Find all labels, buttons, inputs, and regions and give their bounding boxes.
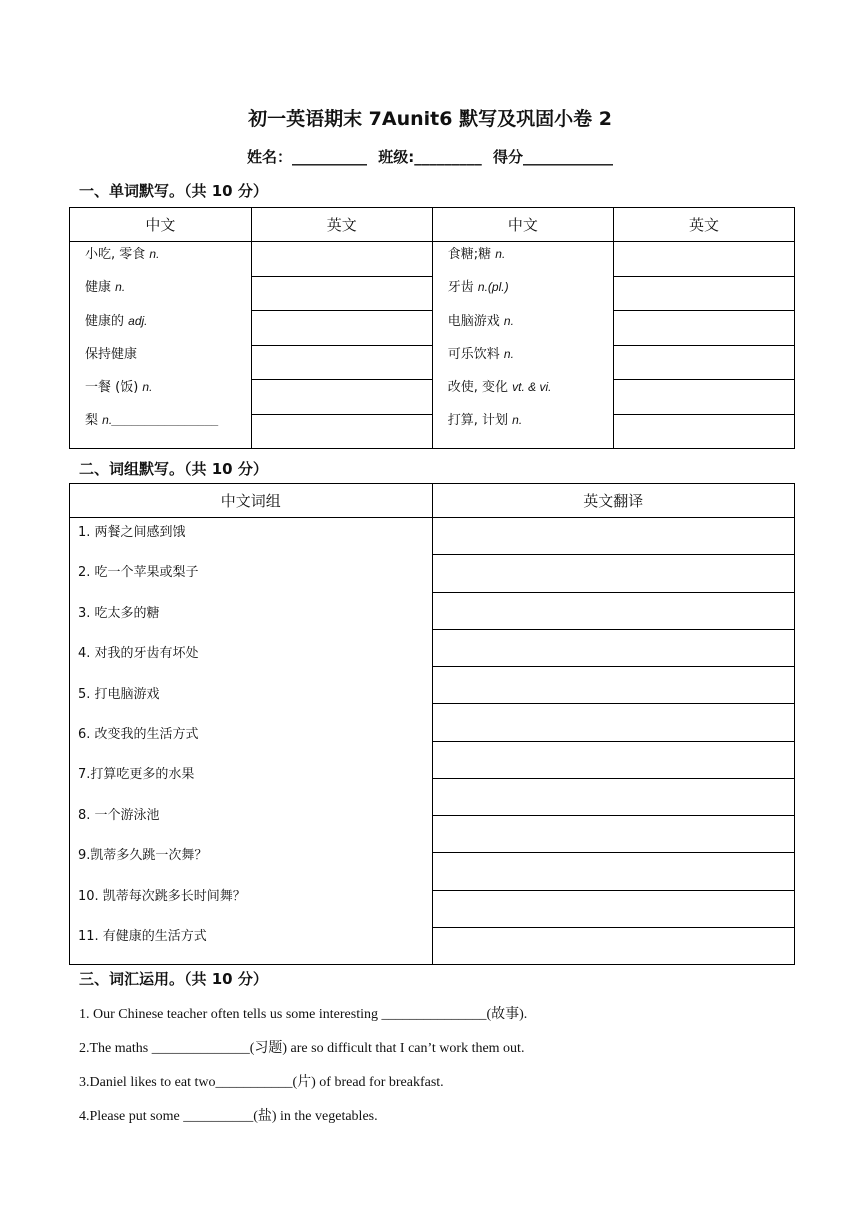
phrase-item: 2. 吃一个苹果或梨子 <box>78 565 199 581</box>
question-4: 4.Please put some __________(盐) in the vegetables. <box>79 1109 378 1124</box>
section1-heading: 一、单词默写。（共 10 分） <box>79 182 268 200</box>
class-field[interactable]: 班级:_________ <box>378 148 482 166</box>
answer-cell[interactable] <box>613 414 794 449</box>
answer-cell[interactable] <box>613 345 794 380</box>
answer-cell[interactable] <box>251 345 432 380</box>
answer-cell[interactable] <box>432 853 795 890</box>
student-info <box>0 146 860 167</box>
answer-cell[interactable] <box>432 667 795 704</box>
answer-cell[interactable] <box>432 555 795 592</box>
answer-cell[interactable] <box>251 242 432 277</box>
word-item: 打算, 计划 n. <box>447 413 523 429</box>
word-list-left <box>70 242 252 449</box>
page-title: 初一英语期末 7Aunit6 默写及巩固小卷 2 <box>248 108 612 130</box>
word-table-header: 中文 <box>432 208 613 242</box>
answer-cell[interactable] <box>432 629 795 666</box>
phrase-item: 5. 打电脑游戏 <box>78 686 160 702</box>
answer-cell[interactable] <box>432 518 795 555</box>
answer-cell[interactable] <box>432 816 795 853</box>
phrase-item: 3. 吃太多的糖 <box>78 605 160 621</box>
word-item: 健康的 adj. <box>85 313 148 329</box>
answer-cell[interactable] <box>432 890 795 927</box>
answer-cell[interactable] <box>432 927 795 964</box>
answer-cell[interactable] <box>251 380 432 415</box>
answer-cell[interactable] <box>432 741 795 778</box>
score-field[interactable]: 得分____________ <box>492 148 613 166</box>
word-item: 梨 n.________________ <box>85 413 219 429</box>
word-table <box>69 207 795 449</box>
word-table-header: 英文 <box>613 208 794 242</box>
phrase-table-header: 中文词组 <box>70 484 433 518</box>
word-table-header: 中文 <box>70 208 252 242</box>
answer-cell[interactable] <box>251 276 432 311</box>
phrase-item: 1. 两餐之间感到饿 <box>78 525 186 540</box>
phrase-item: 6. 改变我的生活方式 <box>78 726 199 742</box>
phrase-item: 7.打算吃更多的水果 <box>78 767 195 783</box>
phrase-item: 8. 一个游泳池 <box>78 807 160 823</box>
word-item: 可乐饮料 n. <box>447 346 514 362</box>
word-item: 牙齿 n.(pl.) <box>447 280 509 296</box>
phrase-item: 11. 有健康的生活方式 <box>78 928 207 944</box>
answer-cell[interactable] <box>432 778 795 815</box>
answer-cell[interactable] <box>432 704 795 741</box>
word-item: 小吃, 零食 n. <box>85 247 160 262</box>
phrase-table <box>69 483 795 965</box>
question-3: 3.Daniel likes to eat two___________(片) of bread for breakfast. <box>79 1075 444 1090</box>
answer-cell[interactable] <box>432 592 795 629</box>
section2-heading: 二、词组默写。（共 10 分） <box>79 460 268 478</box>
name-field[interactable]: 姓名：__________ <box>247 148 368 166</box>
answer-cell[interactable] <box>251 311 432 346</box>
question-1: 1. Our Chinese teacher often tells us some interesting _______________(故事). <box>79 1007 528 1022</box>
word-item: 一餐 (饭) n. <box>85 380 153 396</box>
word-item: 食糖;糖 n. <box>447 247 506 262</box>
phrase-item: 10. 凯蒂每次跳多长时间舞？ <box>78 888 246 904</box>
word-item: 电脑游戏 n. <box>447 313 514 329</box>
answer-cell[interactable] <box>613 242 794 277</box>
word-table-header: 英文 <box>251 208 432 242</box>
phrase-item: 9.凯蒂多久跳一次舞？ <box>78 848 208 864</box>
word-item: 健康 n. <box>85 280 126 296</box>
answer-cell[interactable] <box>613 311 794 346</box>
word-list-right <box>432 242 613 449</box>
phrase-table-header: 英文翻译 <box>432 484 795 518</box>
question-2: 2.The maths ______________(习题) are so difficult that I can’t work them out. <box>79 1041 525 1056</box>
word-item: 保持健康 <box>85 346 138 362</box>
section3-heading: 三、词汇运用。（共 10 分） <box>79 970 268 988</box>
phrase-list <box>70 518 433 965</box>
word-item: 改使, 变化 vt. & vi. <box>447 380 552 396</box>
answer-cell[interactable] <box>613 276 794 311</box>
phrase-item: 4. 对我的牙齿有坏处 <box>78 646 199 662</box>
answer-cell[interactable] <box>613 380 794 415</box>
answer-cell[interactable] <box>251 414 432 449</box>
